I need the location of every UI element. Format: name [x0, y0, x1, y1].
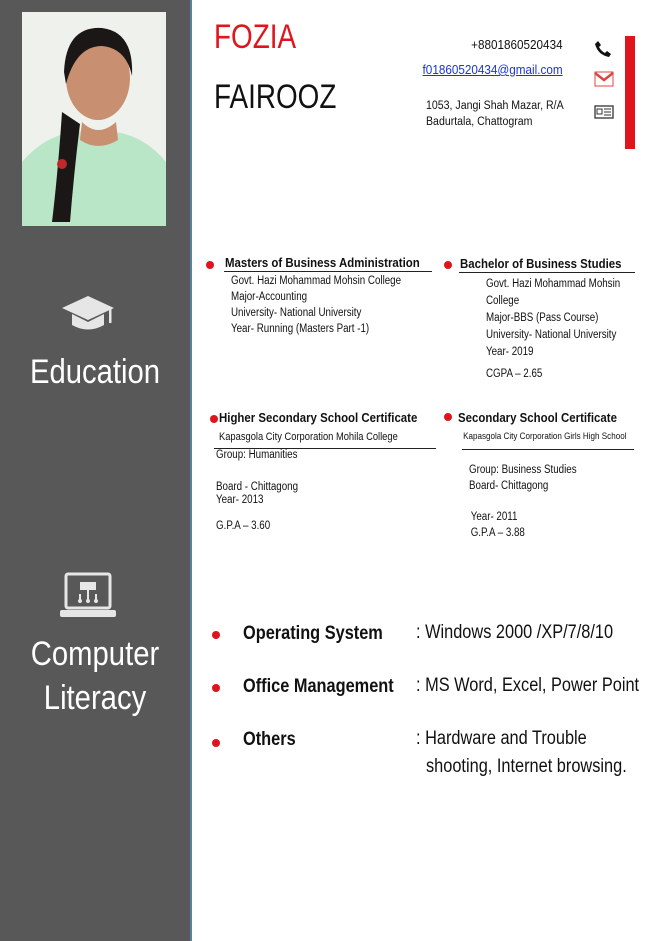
- skill-name: Operating System: [243, 623, 383, 644]
- bbs-line: Major-BBS (Pass Course): [486, 312, 599, 324]
- ssc-group: Group: Business Studies: [469, 464, 577, 476]
- email-link[interactable]: f01860520434@gmail.com: [422, 62, 563, 77]
- skill-bullet: [212, 684, 220, 692]
- skill-bullet: [212, 739, 220, 747]
- bbs-title: Bachelor of Business Studies: [460, 256, 622, 271]
- ssc-underline: [462, 449, 634, 450]
- education-mba: [225, 254, 446, 337]
- skill-value: : Windows 2000 /XP/7/8/10: [416, 622, 614, 643]
- bbs-line: College: [486, 295, 520, 307]
- last-name: FAIROOZ: [214, 78, 337, 116]
- ssc-title: Secondary School Certificate: [458, 410, 617, 425]
- bullet-mba: [206, 261, 214, 269]
- hsc-group: Group: Humanities: [216, 449, 298, 461]
- laptop-icon: [58, 568, 118, 624]
- mba-line: Govt. Hazi Mohammad Mohsin College: [231, 275, 402, 287]
- education-heading: Education: [29, 353, 161, 391]
- computer-literacy-heading-line2: Literacy: [43, 679, 147, 717]
- bbs-line: Govt. Hazi Mohammad Mohsin: [486, 278, 621, 290]
- hsc-year: Year- 2013: [216, 494, 264, 506]
- mba-title: Masters of Business Administration: [225, 255, 420, 270]
- education-ssc: [458, 409, 656, 541]
- skill-value-line2: shooting, Internet browsing.: [426, 756, 627, 777]
- graduation-cap-icon: [60, 292, 116, 336]
- bbs-line: Year- 2019: [486, 346, 534, 358]
- hsc-institution: Kapasgola City Corporation Mohila College: [219, 431, 398, 443]
- bbs-line: University- National University: [486, 329, 617, 341]
- skill-value: : Hardware and Trouble: [416, 728, 587, 749]
- address-line2: Badurtala, Chattogram: [426, 116, 533, 128]
- education-hsc: [216, 409, 444, 534]
- education-bbs: [460, 255, 644, 383]
- mba-line: Major-Accounting: [231, 291, 308, 303]
- phone-icon: [594, 40, 612, 58]
- ssc-board: Board- Chittagong: [469, 480, 549, 492]
- hsc-board: Board - Chittagong: [216, 481, 299, 493]
- bullet-bbs: [444, 261, 452, 269]
- bbs-line: CGPA – 2.65: [486, 368, 543, 380]
- ssc-institution: Kapasgola City Corporation Girls High School: [463, 431, 627, 442]
- accent-bar: [625, 36, 635, 149]
- bullet-hsc: [210, 415, 218, 423]
- id-card-icon: [594, 105, 614, 119]
- first-name: FOZIA: [214, 18, 297, 56]
- phone-number[interactable]: +8801860520434: [471, 37, 563, 52]
- profile-photo: [22, 12, 166, 226]
- mba-line: University- National University: [231, 307, 362, 319]
- skill-bullet: [212, 631, 220, 639]
- bullet-ssc: [444, 413, 452, 421]
- mba-line: Year- Running (Masters Part -1): [231, 323, 370, 335]
- bbs-underline: [459, 272, 635, 273]
- ssc-year: Year- 2011: [470, 511, 518, 523]
- skill-name: Others: [243, 729, 296, 750]
- hsc-gpa: G.P.A – 3.60: [216, 520, 271, 532]
- sidebar: [0, 0, 192, 941]
- hsc-underline: [214, 448, 436, 449]
- ssc-gpa: G.P.A – 3.88: [470, 527, 525, 539]
- skill-value: : MS Word, Excel, Power Point: [416, 675, 640, 696]
- skill-name: Office Management: [243, 676, 394, 697]
- mba-underline: [224, 271, 432, 272]
- hsc-title: Higher Secondary School Certificate: [219, 410, 418, 425]
- address: [426, 98, 564, 130]
- address-line1: 1053, Jangi Shah Mazar, R/A: [426, 100, 564, 112]
- gmail-icon: [594, 71, 614, 87]
- computer-literacy-heading-line1: Computer: [30, 635, 160, 673]
